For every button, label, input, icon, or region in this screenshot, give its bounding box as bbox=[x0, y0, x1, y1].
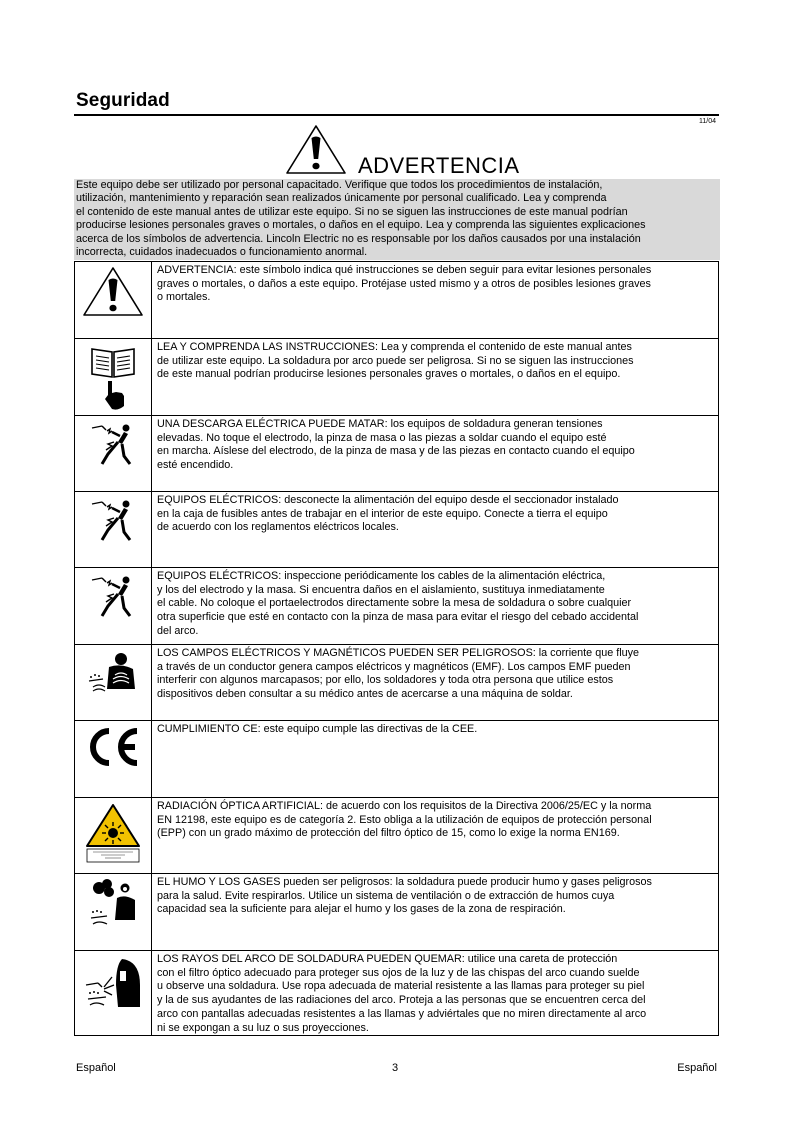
table-row bbox=[75, 721, 719, 798]
row-line: otra superficie que esté en contacto con la pinza de masa para evitar el riesgo del cebado accidental bbox=[157, 611, 639, 624]
row-line: para la salud. Evite respirarlos. Utilice un sistema de ventilación o de extracción de humos cuya bbox=[157, 889, 615, 902]
page-title: Seguridad bbox=[76, 90, 170, 111]
row-line: elevadas. No toque el electrodo, la pinza de masa o las piezas a soldar cuando el equipo esté bbox=[157, 431, 607, 444]
row-line: con el filtro óptico adecuado para proteger sus ojos de la luz y de las chispas del arco cuando suelde bbox=[157, 966, 640, 979]
electric-shock-icon bbox=[88, 420, 138, 470]
row-text bbox=[152, 798, 719, 874]
row-line: EL HUMO Y LOS GASES pueden ser peligrosos: la soldadura puede producir humo y gases peligrosos bbox=[157, 876, 652, 888]
intro-line: acerca de los símbolos de advertencia. Lincoln Electric no es responsable por los daños causados por una instalación bbox=[76, 232, 641, 245]
electric-shock-icon bbox=[88, 572, 138, 622]
page-number: 3 bbox=[392, 1062, 399, 1074]
row-line: de utilizar este equipo. La soldadura por arco puede ser peligrosa. Si no se siguen las instrucciones bbox=[157, 354, 634, 367]
row-line: arco con pantallas adecuadas resistentes a las llamas y adviértales que no miren directamente al arco bbox=[157, 1007, 647, 1020]
intro-line: producirse lesiones personales graves o mortales, o daños en el equipo. Lea y comprenda las siguientes explicaciones bbox=[76, 219, 646, 232]
row-line: CUMPLIMIENTO CE: este equipo cumple las directivas de la CEE. bbox=[157, 723, 478, 735]
row-text bbox=[152, 416, 719, 492]
row-line: LOS RAYOS DEL ARCO DE SOLDADURA PUEDEN QUEMAR: utilice una careta de protección bbox=[157, 953, 618, 965]
table-row bbox=[75, 339, 719, 416]
icon-cell bbox=[75, 721, 152, 798]
row-line: del arco. bbox=[157, 624, 199, 637]
row-text bbox=[152, 492, 719, 568]
row-line: EQUIPOS ELÉCTRICOS: desconecte la alimentación del equipo desde el seccionador instalado bbox=[157, 494, 619, 506]
title-rule bbox=[74, 114, 719, 116]
icon-cell bbox=[75, 874, 152, 951]
row-line: a través de un conductor genera campos eléctricos y magnéticos (EMF). Los campos EMF pueden bbox=[157, 660, 631, 673]
row-text bbox=[152, 568, 719, 645]
row-line: de acuerdo con los reglamentos eléctricos locales. bbox=[157, 521, 399, 534]
row-line: interferir con algunos marcapasos; por ello, los soldadores y toda otra persona que utilice estos bbox=[157, 674, 614, 687]
row-line: dispositivos deben consultar a su médico antes de acercarse a una máquina de soldar. bbox=[157, 688, 573, 701]
row-text bbox=[152, 721, 719, 798]
warning-banner bbox=[284, 124, 544, 178]
row-line: y la de sus ayudantes de las radiaciones del arco. Proteja a las personas que se encuentren cerca del bbox=[157, 994, 646, 1007]
fumes-gases-icon bbox=[85, 878, 141, 930]
row-line: LOS CAMPOS ELÉCTRICOS Y MAGNÉTICOS PUEDEN SER PELIGROSOS: la corriente que fluye bbox=[157, 647, 640, 659]
magnetic-field-icon bbox=[85, 649, 141, 697]
icon-cell bbox=[75, 492, 152, 568]
row-line: ADVERTENCIA: este símbolo indica qué instrucciones se deben seguir para evitar lesiones personales bbox=[157, 264, 652, 276]
warning-triangle-icon bbox=[81, 266, 145, 318]
intro-paragraph bbox=[74, 179, 720, 260]
icon-cell bbox=[75, 645, 152, 721]
table-row bbox=[75, 416, 719, 492]
warning-banner-label: ADVERTENCIA bbox=[358, 153, 520, 178]
intro-line: el contenido de este manual antes de utilizar este equipo. Si no se siguen las instrucciones de este manual podrían bbox=[76, 205, 628, 218]
icon-cell bbox=[75, 339, 152, 416]
intro-line: incorrecta, cuidados inadecuados o funcionamiento anormal. bbox=[76, 246, 368, 259]
row-line: graves o mortales, o daños a este equipo. Protéjase usted mismo y a otros de posibles lesiones graves bbox=[157, 277, 651, 290]
row-line: RADIACIÓN ÓPTICA ARTIFICIAL: de acuerdo con los requisitos de la Directiva 2006/25/EC y la norma bbox=[157, 800, 652, 812]
row-text bbox=[152, 874, 719, 951]
icon-cell bbox=[75, 951, 152, 1036]
footer-language-left: Español bbox=[76, 1062, 116, 1074]
row-line: y los del electrodo y la masa. Si encuentra daños en el aislamiento, sustituya inmediatamente bbox=[157, 583, 605, 596]
row-line: esté encendido. bbox=[157, 459, 234, 472]
table-row bbox=[75, 568, 719, 645]
manual-reading-icon bbox=[88, 343, 138, 413]
intro-line: utilización, mantenimiento y reparación sean realizados únicamente por personal cualificado. Lea y comprenda bbox=[76, 192, 607, 205]
electric-shock-icon bbox=[88, 496, 138, 546]
row-text bbox=[152, 645, 719, 721]
row-line: capacidad sea la suficiente para alejar el humo y los gases de la zona de respiración. bbox=[157, 903, 566, 916]
row-line: EQUIPOS ELÉCTRICOS: inspeccione periódicamente los cables de la alimentación eléctrica, bbox=[157, 570, 606, 582]
row-line: UNA DESCARGA ELÉCTRICA PUEDE MATAR: los equipos de soldadura generan tensiones bbox=[157, 418, 603, 430]
row-line: (EPP) con un grado máximo de protección del filtro óptico de 15, como lo exige la norma EN169. bbox=[157, 827, 620, 840]
ce-mark-icon bbox=[83, 725, 143, 769]
row-line: EN 12198, este equipo es de categoría 2. Esto obliga a la utilización de equipos de protección personal bbox=[157, 813, 652, 826]
table-row bbox=[75, 874, 719, 951]
optical-radiation-icon bbox=[83, 802, 143, 864]
row-line: u observe una soldadura. Use ropa adecuada de material resistente a las llamas para proteger su piel bbox=[157, 980, 645, 993]
row-line: LEA Y COMPRENDA LAS INSTRUCCIONES: Lea y comprenda el contenido de este manual antes bbox=[157, 341, 632, 353]
table-row bbox=[75, 492, 719, 568]
intro-line: Este equipo debe ser utilizado por personal capacitado. Verifique que todos los procedimientos de instalación, bbox=[76, 179, 603, 191]
table-row bbox=[75, 798, 719, 874]
row-line: el cable. No coloque el portaelectrodos directamente sobre la mesa de soldadura o sobre cualquier bbox=[157, 597, 632, 610]
row-text bbox=[152, 262, 719, 339]
date-code: 11/04 bbox=[699, 118, 716, 125]
row-line: ni se expongan a su luz o sus proyecciones. bbox=[157, 1021, 369, 1034]
row-line: de este manual podrían producirse lesiones personales graves o mortales, o daños en el equipo. bbox=[157, 368, 621, 381]
icon-cell bbox=[75, 798, 152, 874]
row-text bbox=[152, 951, 719, 1036]
row-text bbox=[152, 339, 719, 416]
table-row bbox=[75, 262, 719, 339]
table-row bbox=[75, 951, 719, 1036]
icon-cell bbox=[75, 262, 152, 339]
row-line: o mortales. bbox=[157, 291, 211, 304]
row-line: en la caja de fusibles antes de trabajar en el interior de este equipo. Conecte a tierra el equipo bbox=[157, 507, 608, 520]
icon-cell bbox=[75, 568, 152, 645]
arc-rays-icon bbox=[82, 955, 144, 1011]
safety-symbols-table bbox=[74, 261, 719, 1036]
icon-cell bbox=[75, 416, 152, 492]
warning-triangle-icon bbox=[284, 124, 348, 176]
row-line: en marcha. Aíslese del electrodo, de la pinza de masa y de las piezas en contacto cuando el equipo bbox=[157, 445, 635, 458]
footer-language-right: Español bbox=[677, 1062, 717, 1074]
table-row bbox=[75, 645, 719, 721]
